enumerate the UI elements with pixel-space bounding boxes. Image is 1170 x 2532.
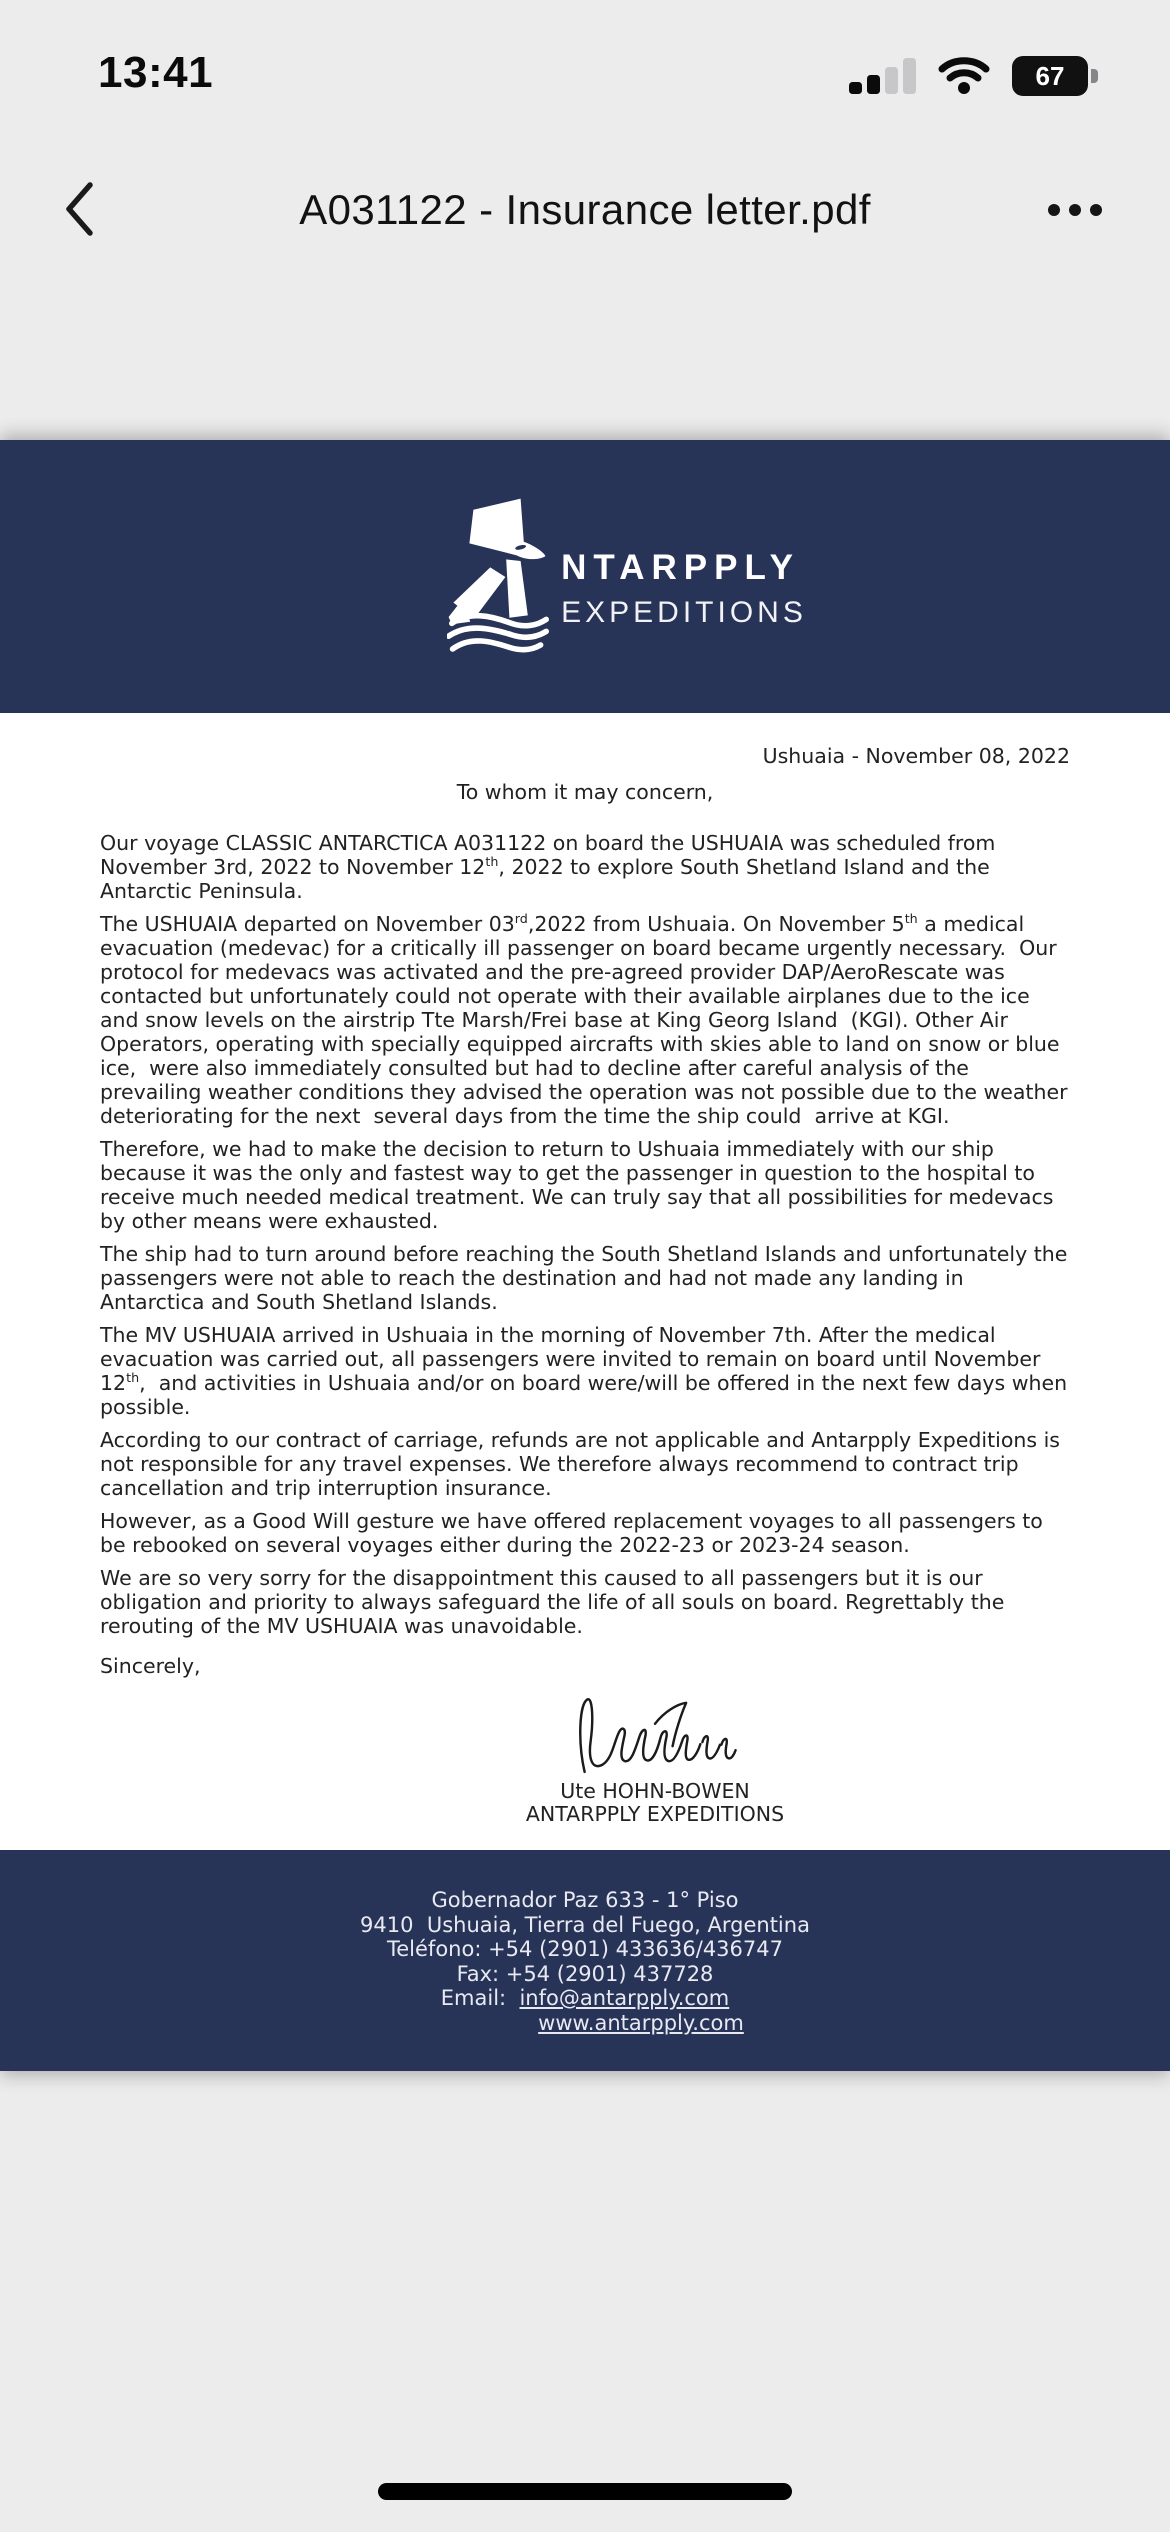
footer-address-line2: 9410 Ushuaia, Tierra del Fuego, Argentina [360, 1912, 810, 1937]
status-time: 13:41 [98, 48, 214, 97]
antarpply-logo [447, 494, 807, 660]
document-title: A031122 - Insurance letter.pdf [299, 186, 871, 233]
letter-header [0, 440, 1170, 713]
letter-paragraph: According to our contract of carriage, refunds are not applicable and Antarpply Expeditions is not responsible for any travel expenses. We therefore always recommend to contract trip cancellation and trip interruption insurance. [100, 1428, 1067, 1500]
letter-paragraphs [100, 831, 1075, 1638]
nav-bar [0, 168, 1170, 252]
signatory-company: ANTARPPLY EXPEDITIONS [525, 1802, 785, 1826]
signature-block [170, 1692, 1140, 1826]
footer-address-line1: Gobernador Paz 633 - 1° Piso [431, 1888, 739, 1912]
antarpply-logo-mark-icon [447, 494, 551, 660]
website-link[interactable]: www.antarpply.com [538, 2010, 744, 2035]
letter-paragraph: However, as a Good Will gesture we have offered replacement voyages to all passengers to be rebooked on several voyages either during the 2022-23 or 2023-24 season. [100, 1509, 1050, 1557]
back-button[interactable] [44, 174, 114, 244]
letter-salutation: To whom it may concern, [456, 780, 714, 804]
battery-nub [1091, 69, 1098, 83]
signatory-name: Ute HOHN-BOWEN [560, 1779, 750, 1803]
letter-paragraph: The ship had to turn around before reaching the South Shetland Islands and unfortunately the passengers were not able to reach the destination and had not made any landing in Antarctica and South Shetland Islands. [100, 1242, 1074, 1314]
letter-paragraph: The USHUAIA departed on November 03rd,2022 from Ushuaia. On November 5th a medical evacuation (medevac) for a critically ill passenger on board became urgently necessary. Our protocol for medevacs was activated and the pre-agreed provider DAP/AeroRescate was contacted but unfortunately could not operate with their available airplanes due to the ice and snow levels on the airstrip Tte Marsh/Frei base at King Georg Island (KGI). Other Air Operators, operating with specially equipped aircrafts with skies able to land on snow or blue ice, were also immediately consulted but had to decline after careful analysis of the prevailing weather conditions they advised the operation was not possible due to the weather deteriorating for the next several days from the time the ship could arrive at KGI. [100, 911, 1075, 1128]
pdf-page[interactable] [0, 440, 1170, 2071]
ellipsis-icon [1048, 204, 1060, 216]
footer-fax: Fax: +54 (2901) 437728 [456, 1961, 714, 1986]
email-link[interactable]: info@antarpply.com [519, 1986, 730, 2010]
status-bar [0, 0, 1170, 120]
logo-word-ntarpply: NTARPPLY [561, 547, 800, 587]
letter-paragraph: Our voyage CLASSIC ANTARCTICA A031122 on board the USHUAIA was scheduled from November 3rd, 2022 to November 12th, 2022 to explore South Shetland Island and the Antarctic Peninsula. [100, 831, 1002, 903]
letter-paragraph: We are so very sorry for the disappointment this caused to all passengers but it is our obligation and priority to always safeguard the life of all souls on board. Regrettably the rerouting of the MV USHUAIA was unavoidable. [100, 1566, 1011, 1638]
letter-date: Ushuaia - November 08, 2022 [762, 744, 1070, 768]
home-indicator[interactable] [378, 2483, 792, 2500]
wifi-icon [938, 57, 990, 95]
letter-paragraph: The MV USHUAIA arrived in Ushuaia in the morning of November 7th. After the medical evacuation was carried out, all passengers were invited to remain on board until November 12th, and activities in Ushuaia and/or on board were/will be offered in the next few days when possible. [100, 1323, 1074, 1419]
more-options-button[interactable] [1032, 182, 1118, 238]
cellular-signal-icon [849, 58, 916, 94]
letter-paragraph: Therefore, we had to make the decision to return to Ushuaia immediately with our ship because it was the only and fastest way to get the passenger in question to the hospital to receive much needed medical treatment. We can truly say that all possibilities for medevacs by other means were exhausted. [100, 1137, 1060, 1233]
letter-closing: Sincerely, [100, 1654, 201, 1678]
letter-body [0, 713, 1170, 1826]
footer-email-label: Email: [440, 1986, 520, 2010]
footer-phone: Teléfono: +54 (2901) 433636/436747 [387, 1937, 783, 1961]
footer-email-line [441, 1986, 729, 2011]
logo-word-expeditions: EXPEDITIONS [561, 595, 807, 629]
footer-website-line [538, 2011, 744, 2036]
handwritten-signature [540, 1692, 770, 1780]
battery-percent: 67 [1035, 60, 1065, 91]
letter-footer [0, 1850, 1170, 2071]
chevron-left-icon [62, 180, 96, 238]
status-icons [849, 56, 1098, 96]
antarpply-logo-text [561, 547, 807, 629]
battery-icon [1012, 56, 1098, 96]
